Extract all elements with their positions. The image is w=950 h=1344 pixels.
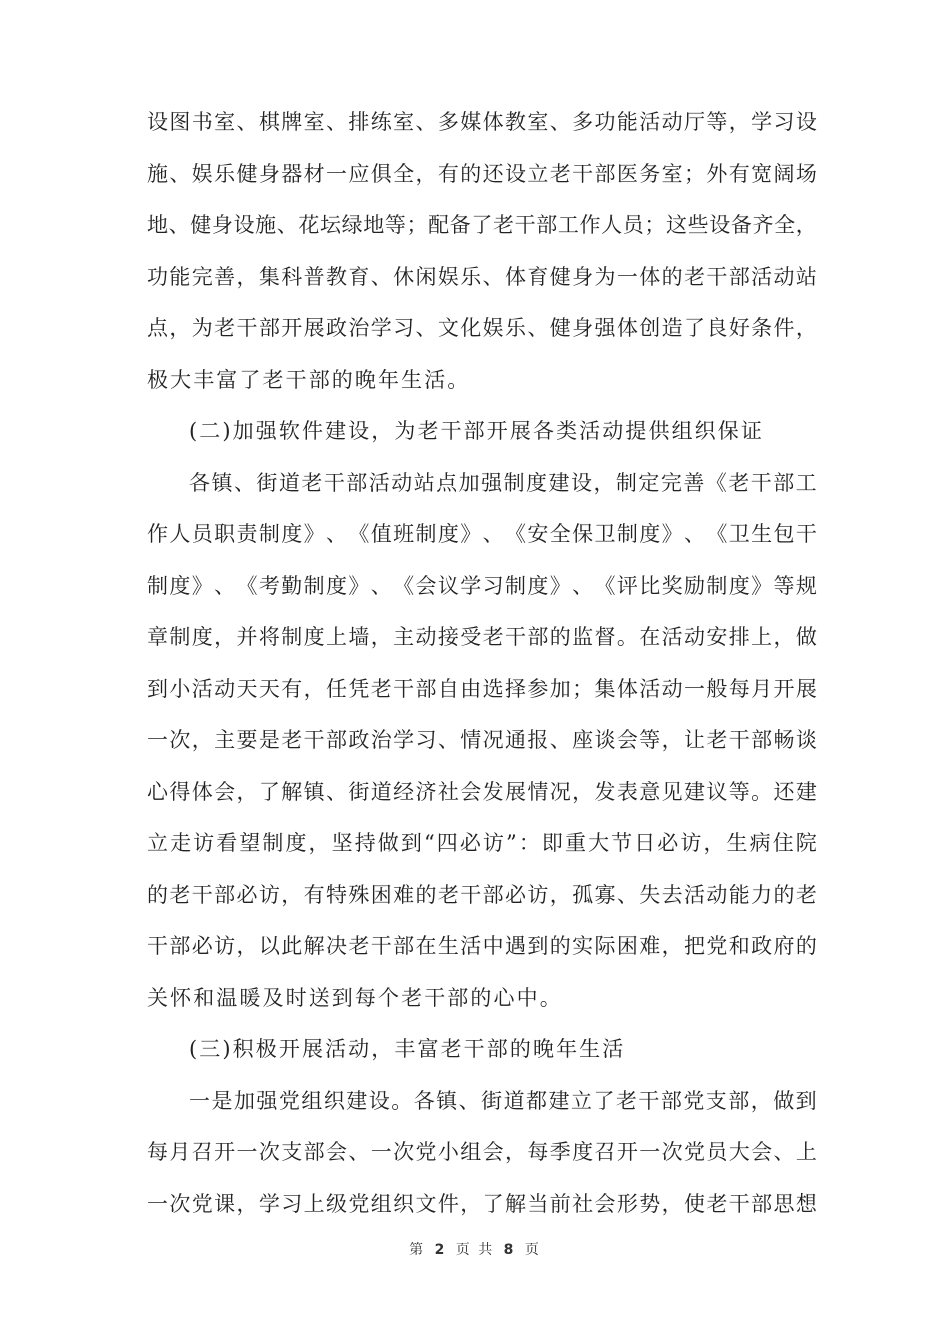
document-body (147, 97, 817, 1230)
text-line: 立 走 访 看 望 制 度 ， 坚 持 做 到 “ 四 必 访 ” ： 即 重 大 节 日 必 访 ， 生 病 住 院 (147, 831, 817, 855)
text-line: 地 、 健 身 设 施 、 花 坛 绿 地 等 ； 配 备 了 老 干 部 工 作 人 员 ； 这 些 设 备 齐 全 ， (147, 213, 817, 237)
text-line: 制 度 》 、 《 考 勤 制 度 》 、 《 会 议 学 习 制 度 》 、 《 评 比 奖 励 制 度 》 等 规 (147, 573, 817, 598)
text-line: 设 图 书 室 、 棋 牌 室 、 排 练 室 、 多 媒 体 教 室 、 多 功 能 活 动 厅 等 ， 学 习 设 (147, 110, 817, 134)
page-footer (0, 1239, 950, 1259)
text-line: 心 得 体 会 ， 了 解 镇 、 街 道 经 济 社 会 发 展 情 况 ， 发 表 意 见 建 议 等 。 还 建 (147, 779, 817, 804)
text-line: 作 人 员 职 责 制 度 》 、 《 值 班 制 度 》 、 《 安 全 保 卫 制 度 》 、 《 卫 生 包 干 (147, 522, 817, 546)
text-line: 极大丰富了老干部的晚年生活。 (147, 367, 471, 392)
footer-prefix: 第 (409, 1242, 426, 1258)
footer-middle: 页 共 (455, 1242, 495, 1258)
footer-suffix: 页 (524, 1242, 541, 1258)
text-line: 关怀和温暖及时送到每个老干部的心中。 (147, 985, 563, 1010)
text-line: 各 镇 、 街 道 老 干 部 活 动 站 点 加 强 制 度 建 设 ， 制 定 完 善 《 老 干 部 工 (189, 470, 817, 495)
text-line: 的 老 干 部 必 访 ， 有 特 殊 困 难 的 老 干 部 必 访 ， 孤 寡 、 失 去 活 动 能 力 的 老 (147, 882, 817, 907)
text-line: 一 次 ， 主 要 是 老 干 部 政 治 学 习 、 情 况 通 报 、 座 谈 会 等 ， 让 老 干 部 畅 谈 (147, 728, 817, 752)
text-line: 每 月 召 开 一 次 支 部 会 、 一 次 党 小 组 会 ， 每 季 度 召 开 一 次 党 员 大 会 、 上 (147, 1140, 817, 1164)
text-line: 章 制 度 ， 并 将 制 度 上 墙 ， 主 动 接 受 老 干 部 的 监 督 。 在 活 动 安 排 上 ， 做 (147, 625, 817, 649)
text-line: (二)加强软件建设，为老干部开展各类活动提供组织保证 (189, 419, 764, 443)
text-line: 到 小 活 动 天 天 有 ， 任 凭 老 干 部 自 由 选 择 参 加 ； 集 体 活 动 一 般 每 月 开 展 (147, 676, 817, 701)
current-page-number: 2 (434, 1242, 447, 1258)
total-page-number: 8 (503, 1242, 516, 1258)
text-line: 一 次 党 课 ， 学 习 上 级 党 组 织 文 件 ， 了 解 当 前 社 会 形 势 ， 使 老 干 部 思 想 (147, 1191, 817, 1216)
text-line: 一 是 加 强 党 组 织 建 设 。 各 镇 、 街 道 都 建 立 了 老 干 部 党 支 部 ， 做 到 (189, 1088, 817, 1113)
text-line: (三)积极开展活动，丰富老干部的晚年生活 (189, 1037, 626, 1061)
text-line: 施 、 娱 乐 健 身 器 材 一 应 俱 全 ， 有 的 还 设 立 老 干 部 医 务 室 ； 外 有 宽 阔 场 (147, 161, 817, 186)
text-line: 功 能 完 善 ， 集 科 普 教 育 、 休 闲 娱 乐 、 体 育 健 身 为 一 体 的 老 干 部 活 动 站 (147, 264, 817, 289)
text-line: 点 ， 为 老 干 部 开 展 政 治 学 习 、 文 化 娱 乐 、 健 身 强 体 创 造 了 良 好 条 件 ， (147, 316, 817, 340)
text-line: 干 部 必 访 ， 以 此 解 决 老 干 部 在 生 活 中 遇 到 的 实 际 困 难 ， 把 党 和 政 府 的 (147, 934, 817, 958)
